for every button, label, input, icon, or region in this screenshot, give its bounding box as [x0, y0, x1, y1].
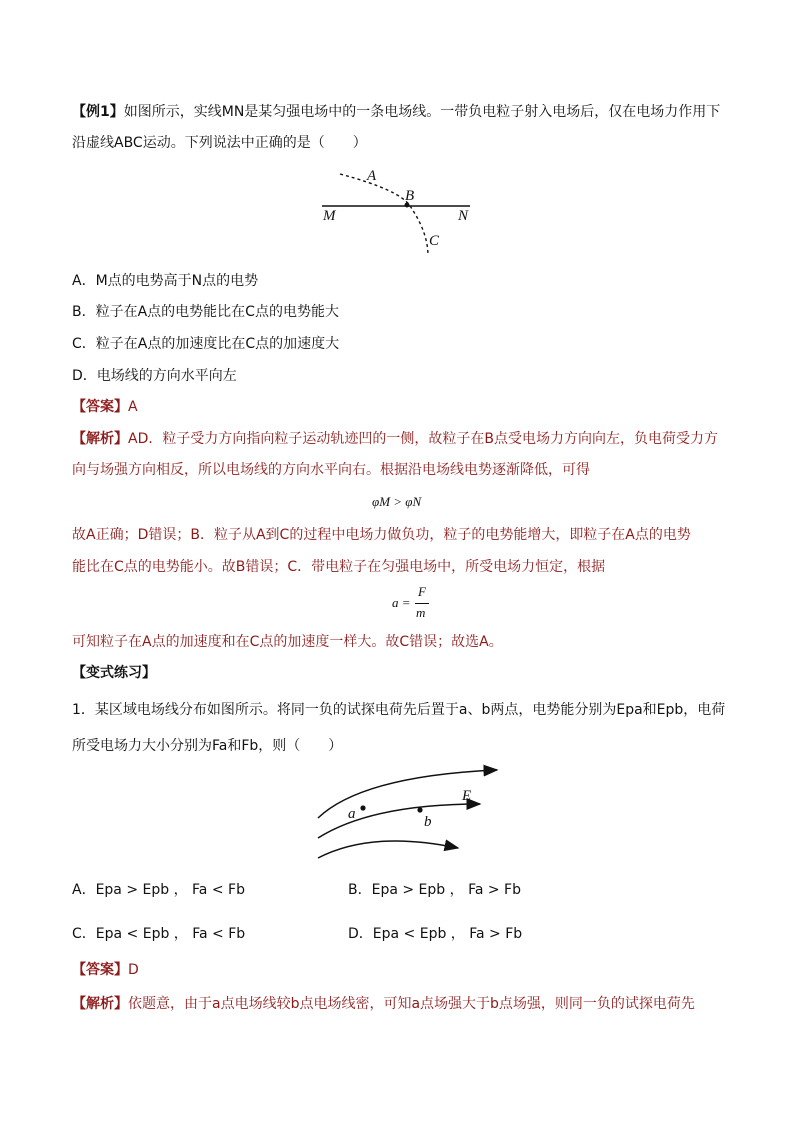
option-b: B．粒子在A点的电势能比在C点的电势能大 [72, 304, 339, 320]
formula-denominator: m [416, 605, 426, 620]
practice-analysis-line1 [72, 994, 695, 1014]
field-line-bottom [318, 841, 458, 858]
example-tag: 【例1】 [72, 104, 124, 120]
label-m: M [323, 208, 336, 224]
example1-question-line2: 沿虚线ABC运动。下列说法中正确的是（ ） [72, 135, 367, 151]
example1-question-line1 [72, 102, 720, 122]
answer-tag: 【答案】 [72, 962, 128, 978]
practice-option-d: D．Epa < Epb ， Fa > Fb [348, 926, 523, 942]
label-b: B [405, 188, 415, 204]
answer-tag: 【答案】 [72, 399, 128, 415]
label-b: b [424, 814, 432, 830]
trajectory-abc [340, 174, 428, 256]
answer-value: D [128, 962, 139, 978]
analysis-text: 依题意，由于a点电场线较b点电场线密，可知a点场强大于b点场强，则同一负的试探电荷先 [128, 996, 695, 1012]
analysis-line5: 可知粒子在A点的加速度和在C点的加速度一样大。故C错误；故选A。 [72, 634, 503, 650]
formula-potential: φM > φN [372, 494, 422, 509]
point-b-dot [417, 807, 422, 812]
practice-q1-line1: 1．某区域电场线分布如图所示。将同一负的试探电荷先后置于a、b两点，电势能分别为Epa和Epb，电荷 [72, 702, 726, 718]
practice-option-b: B．Epa > Epb ， Fa > Fb [348, 882, 521, 898]
analysis-line3: 故A正确；D错误；B．粒子从A到C的过程中电场力做负功，粒子的电势能增大，即粒子在A点的电势 [72, 527, 691, 543]
question-text: 如图所示，实线MN是某匀强电场中的一条电场线。一带负电粒子射入电场后，仅在电场力作用下 [123, 104, 721, 120]
point-a-dot [360, 805, 365, 810]
practice-option-c: C．Epa < Epb ， Fa < Fb [72, 926, 246, 942]
practice-q1-line2: 所受电场力大小分别为Fa和Fb，则（ ） [72, 738, 343, 754]
practice-answer-line [72, 960, 139, 980]
label-e: E [462, 788, 472, 804]
figure-field-lines [312, 762, 492, 862]
analysis-tag: 【解析】 [72, 996, 128, 1012]
field-line-middle [318, 804, 480, 838]
answer-value: A [128, 399, 138, 415]
analysis-line1 [72, 429, 718, 449]
analysis-tag: 【解析】 [72, 431, 128, 447]
fraction-bar [415, 603, 429, 604]
figure-field-line-trajectory [310, 160, 480, 260]
label-n: N [458, 208, 469, 224]
option-c: C．粒子在A点的加速度比在C点的加速度大 [72, 336, 340, 352]
formula-lhs: a = [392, 595, 411, 610]
analysis-text: AD．粒子受力方向指向粒子运动轨迹凹的一侧，故粒子在B点受电场力方向向左，负电荷受力方 [128, 431, 718, 447]
analysis-line4: 能比在C点的电势能小。故B错误；C．带电粒子在匀强电场中，所受电场力恒定，根据 [72, 559, 606, 575]
answer-line [72, 397, 138, 417]
option-a: A．M点的电势高于N点的电势 [72, 273, 259, 289]
label-a: A [367, 168, 377, 184]
label-a: a [348, 806, 356, 822]
analysis-line2: 向与场强方向相反，所以电场线的方向水平向右。根据沿电场线电势逐渐降低，可得 [72, 462, 590, 478]
option-d: D．电场线的方向水平向左 [72, 368, 237, 384]
practice-heading: 【变式练习】 [72, 665, 156, 681]
label-c: C [429, 233, 440, 249]
formula-numerator: F [418, 584, 426, 599]
practice-option-a: A．Epa > Epb ， Fa < Fb [72, 882, 245, 898]
formula-acceleration [392, 584, 440, 624]
